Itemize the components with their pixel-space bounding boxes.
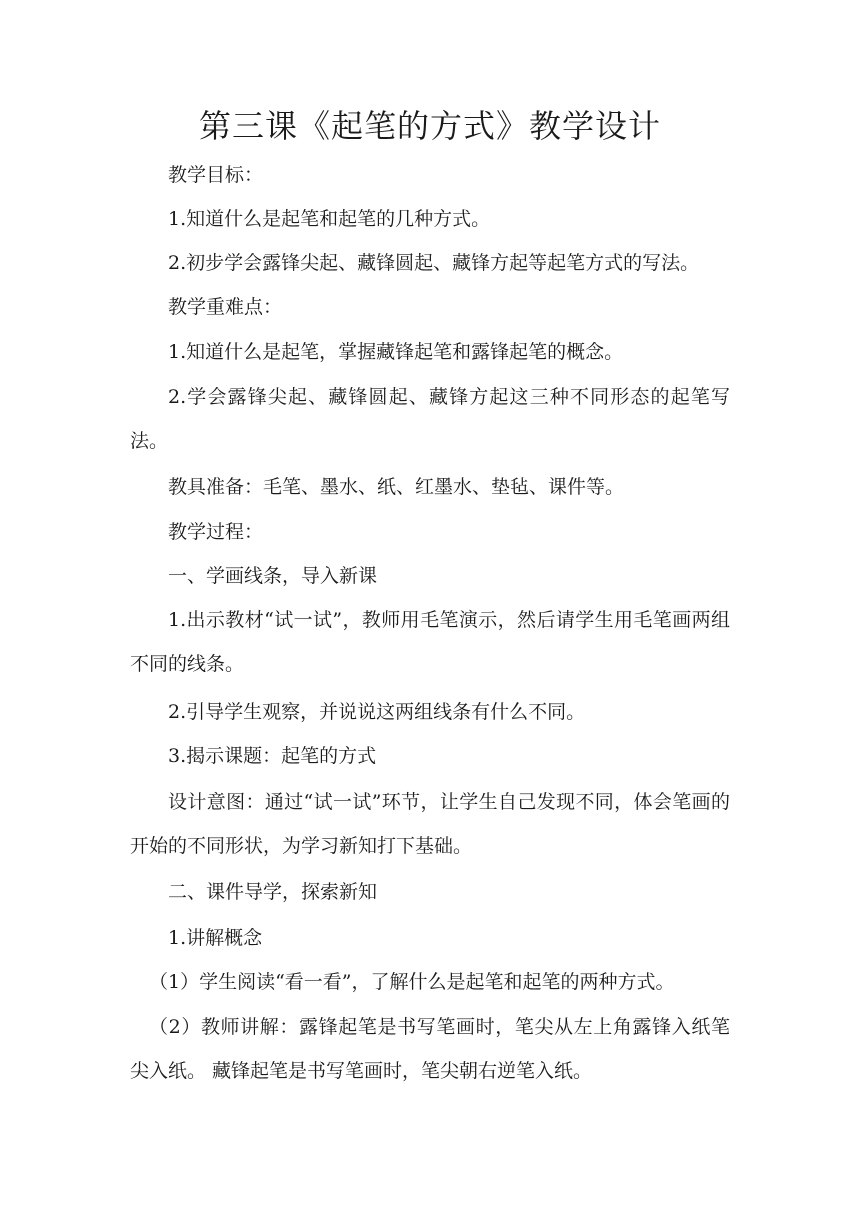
paragraph-section-2-heading: 二、课件导学，探索新知	[168, 881, 378, 903]
paragraph-goal-2: 2.初步学会露锋尖起、藏锋圆起、藏锋方起等起笔方式的写法。	[168, 252, 700, 274]
paragraph-explain-concept: 1.讲解概念	[168, 927, 263, 949]
paragraph-materials: 教具准备：毛笔、墨水、纸、红墨水、垫毡、课件等。	[168, 476, 625, 498]
paragraph-step-1: 1.出示教材“试一试”，教师用毛笔演示，然后请学生用毛笔画两组不同的线条。	[130, 609, 730, 675]
paragraph-process-heading: 教学过程：	[168, 521, 264, 543]
document-title: 第三课《起笔的方式》教学设计	[198, 107, 661, 145]
paragraph-section-1-heading: 一、学画线条，导入新课	[168, 565, 378, 587]
paragraph-teaching-goals-heading: 教学目标：	[168, 164, 264, 186]
paragraph-goal-1: 1.知道什么是起笔和起笔的几种方式。	[168, 208, 491, 230]
paragraph-sub-1: （1）学生阅读“看一看”，了解什么是起笔和起笔的两种方式。	[149, 971, 675, 993]
paragraph-key-point-2: 2.学会露锋尖起、藏锋圆起、藏锋方起这三种不同形态的起笔写法。	[130, 386, 730, 452]
paragraph-step-2: 2.引导学生观察，并说说这两组线条有什么不同。	[168, 701, 586, 723]
paragraph-design-intent: 设计意图：通过“试一试”环节，让学生自己发现不同，体会笔画的开始的不同形状，为学习新知打下基础。	[130, 791, 730, 857]
paragraph-step-3: 3.揭示课题：起笔的方式	[168, 745, 377, 767]
paragraph-key-point-1: 1.知道什么是起笔，掌握藏锋起笔和露锋起笔的概念。	[168, 341, 624, 363]
paragraph-key-points-heading: 教学重难点：	[168, 296, 283, 318]
paragraph-sub-2: （2）教师讲解：露锋起笔是书写笔画时，笔尖从左上角露锋入纸笔尖入纸。 藏锋起笔是书写笔画时，笔尖朝右逆笔入纸。	[130, 1016, 730, 1082]
